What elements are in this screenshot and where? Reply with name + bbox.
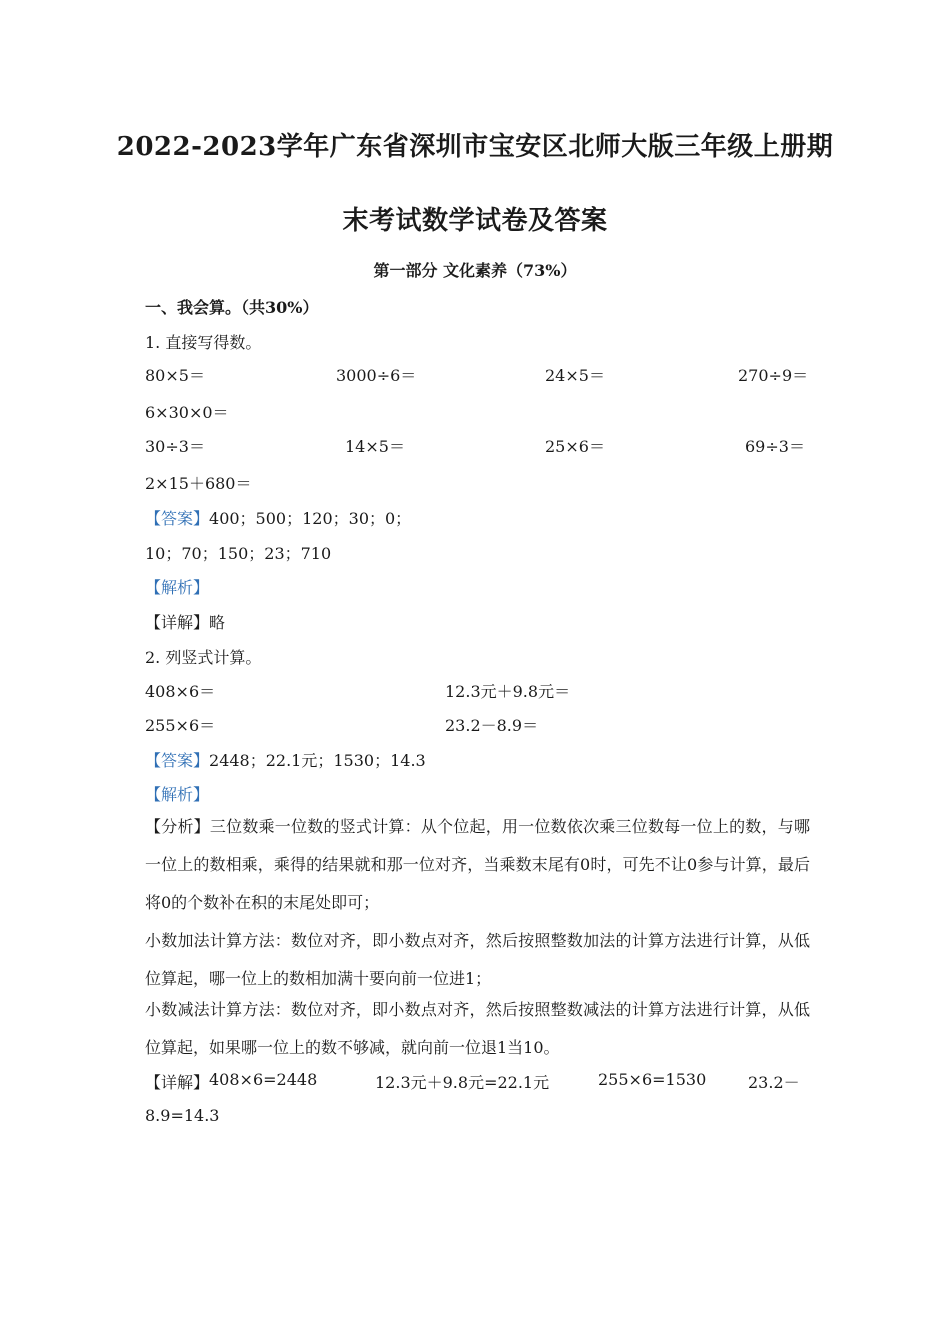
detail-item: 255×6=1530 <box>598 1070 707 1089</box>
answer-text: 2448；22.1元；1530；14.3 <box>209 751 426 770</box>
answer-label: 【答案】 <box>145 509 210 528</box>
q2-item: 255×6＝ <box>145 716 216 735</box>
detail-item: 408×6=2448 <box>209 1070 318 1089</box>
detail-item: 12.3元＋9.8元=22.1元 <box>375 1073 550 1092</box>
q2-item: 408×6＝ <box>145 682 216 701</box>
detail-tail: 8.9=14.3 <box>145 1106 220 1125</box>
q2-answer <box>145 748 426 771</box>
q1-item: 69÷3＝ <box>745 437 805 456</box>
q2-item: 12.3元＋9.8元＝ <box>445 682 571 701</box>
q1-item: 2×15＋680＝ <box>145 474 252 493</box>
q1-analysis-label: 【解析】 <box>145 578 210 597</box>
detail-item: 23.2－ <box>748 1073 800 1092</box>
q1-answer <box>145 506 411 529</box>
q1-item: 3000÷6＝ <box>336 366 417 385</box>
q1-item: 6×30×0＝ <box>145 403 229 422</box>
analysis-paragraph: 小数加法计算方法：数位对齐，即小数点对齐，然后按照整数加法的计算方法进行计算，从低位算起，哪一位上的数相加满十要向前一位进1； <box>145 931 810 988</box>
q1-answer-line-2: 10；70；150；23；710 <box>145 544 332 563</box>
q2-analysis-label: 【解析】 <box>145 785 210 804</box>
answer-label: 【答案】 <box>145 751 210 770</box>
q1-item: 14×5＝ <box>345 437 405 456</box>
analysis-paragraph: 【分析】三位数乘一位数的竖式计算：从个位起，用一位数依次乘三位数每一位上的数，与哪一位上的数相乘，乘得的结果就和那一位对齐，当乘数末尾有0时，可先不让0参与计算，最后将0的个数补在积的末尾处即可； <box>145 817 810 912</box>
q1-item: 25×6＝ <box>545 437 605 456</box>
q2-item: 23.2－8.9＝ <box>445 716 539 735</box>
title-line-1: 2022-2023学年广东省深圳市宝安区北师大版三年级上册期 <box>116 132 834 162</box>
part-heading: 第一部分 文化素养（73%） <box>373 261 577 280</box>
detail-label: 【详解】 <box>145 1073 210 1092</box>
q1-item: 24×5＝ <box>545 366 605 385</box>
q1-detail: 【详解】略 <box>145 613 226 632</box>
q2-prompt: 2. 列竖式计算。 <box>145 648 262 667</box>
analysis-paragraph: 小数减法计算方法：数位对齐，即小数点对齐，然后按照整数减法的计算方法进行计算，从低位算起，如果哪一位上的数不够减，就向前一位退1当10。 <box>145 1000 810 1057</box>
title-line-2: 末考试数学试卷及答案 <box>342 206 608 236</box>
q1-prompt: 1. 直接写得数。 <box>145 333 262 352</box>
answer-text: 400；500；120；30；0； <box>209 509 412 528</box>
q1-item: 80×5＝ <box>145 366 205 385</box>
q1-item: 270÷9＝ <box>738 366 809 385</box>
section-heading: 一、我会算。（共30%） <box>145 298 319 317</box>
q1-item: 30÷3＝ <box>145 437 205 456</box>
